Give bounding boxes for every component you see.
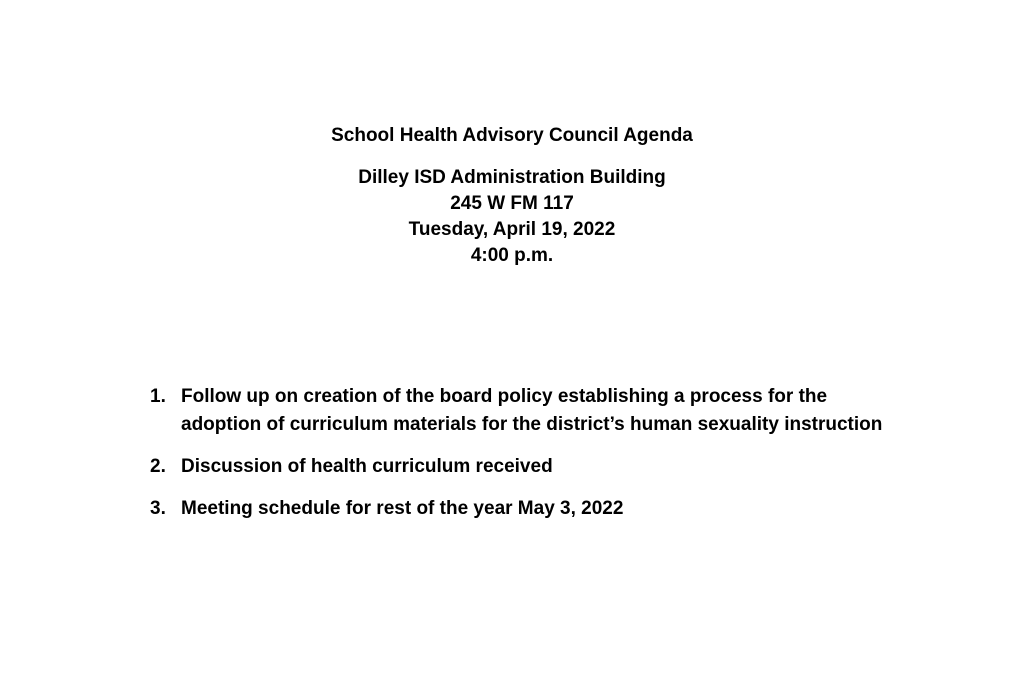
meeting-details <box>0 165 1024 269</box>
meeting-address: 245 W FM 117 <box>450 193 574 214</box>
agenda-item-text: Discussion of health curriculum received <box>181 456 553 477</box>
agenda-item-number: 3. <box>150 498 166 519</box>
agenda-item-number: 2. <box>150 456 166 477</box>
agenda-item-text: Meeting schedule for rest of the year May 3, 2022 <box>181 498 624 519</box>
agenda-list <box>150 383 890 537</box>
agenda-item <box>150 383 890 439</box>
agenda-item-number: 1. <box>150 386 166 407</box>
meeting-time: 4:00 p.m. <box>470 245 554 266</box>
meeting-venue: Dilley ISD Administration Building <box>358 167 666 188</box>
agenda-item <box>150 453 890 481</box>
agenda-item <box>150 495 890 523</box>
agenda-item-text: Follow up on creation of the board policy establishing a process for the adoption of curriculum materials for the district’s human sexuality instruction <box>181 386 883 435</box>
agenda-title: School Health Advisory Council Agenda <box>331 125 693 146</box>
meeting-date: Tuesday, April 19, 2022 <box>408 219 616 240</box>
